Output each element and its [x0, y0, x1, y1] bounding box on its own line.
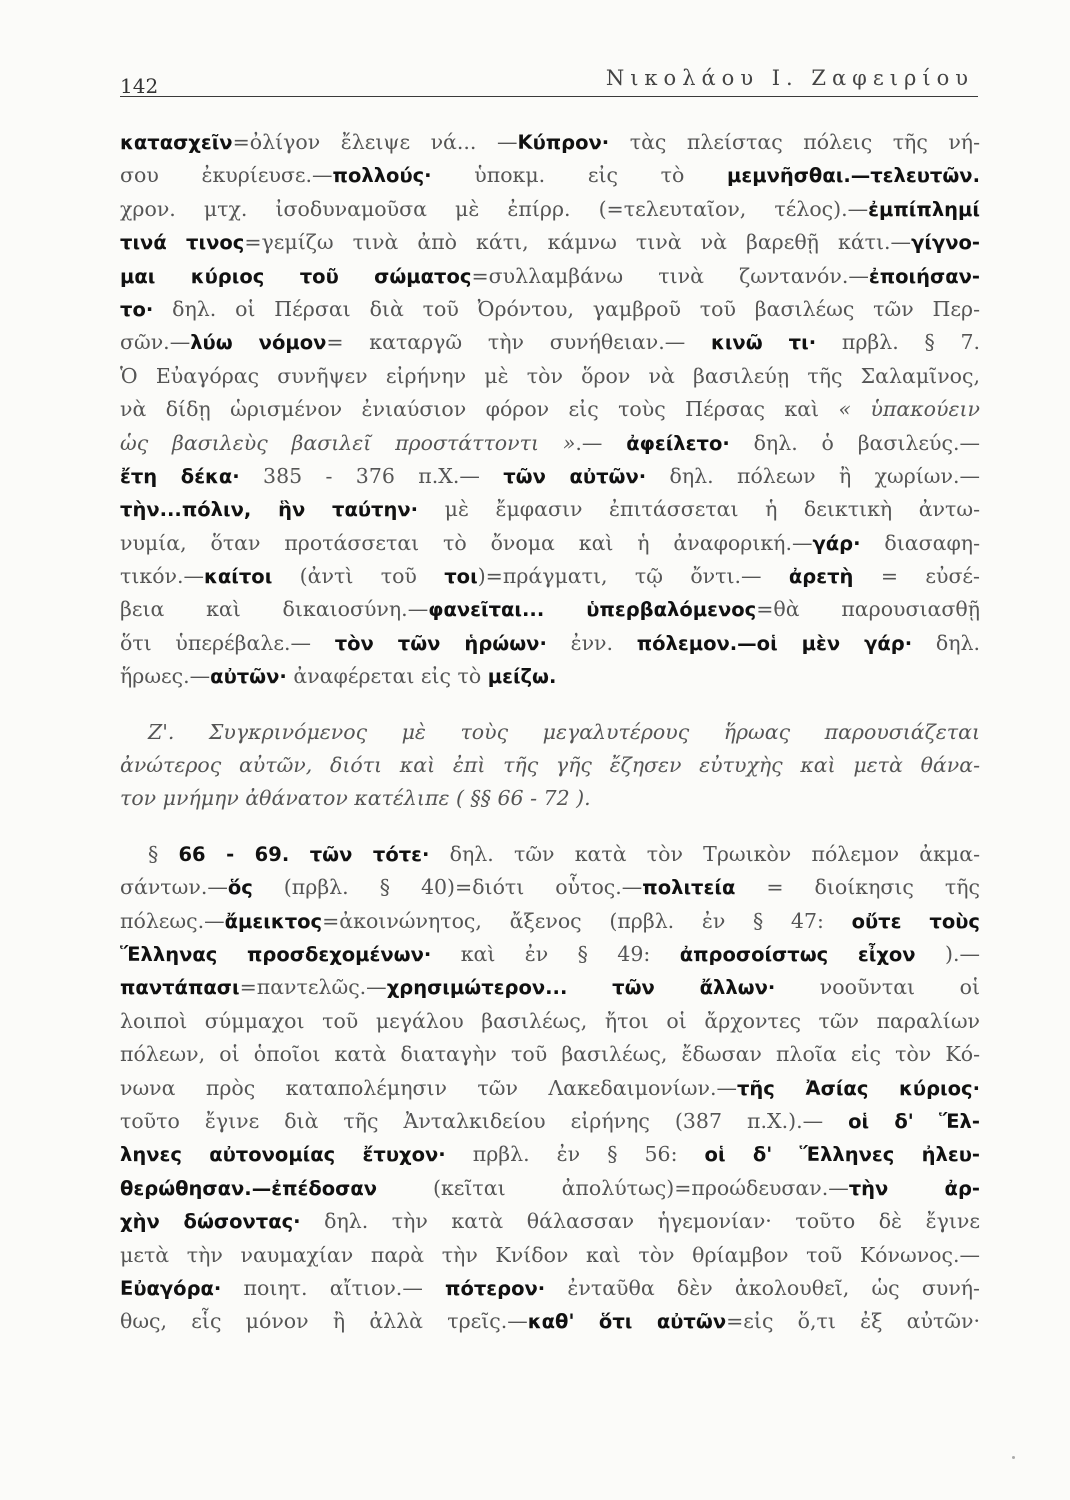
text-run: δηλ. οἱ Πέρσαι διὰ τοῦ Ὀρόντου, γαμβροῦ τοῦ βασιλέως τῶν Περ-: [153, 296, 980, 321]
text-run: )=πράγματι, τῷ ὄντι.—: [477, 564, 789, 589]
text-run: =ἀκοινώνητος, ἄξενος (πρβλ. ἐν § 47:: [322, 908, 852, 933]
text-run: νυμία, ὅταν προτάσσεται τὸ ὄνομα καὶ ἡ ἀναφορική.—: [120, 530, 813, 555]
bold-term: γίγνο-: [911, 231, 980, 255]
running-head: Νικολάου Ι. Ζαφειρίου: [605, 66, 974, 90]
text-line: [120, 393, 980, 426]
bold-term: θερώθησαν.—ἐπέδοσαν: [120, 1176, 378, 1200]
text-line: [120, 226, 980, 259]
bold-term: καίτοι: [204, 565, 273, 589]
text-line: [120, 126, 980, 159]
text-run: σου ἐκυρίευσε.—: [120, 163, 333, 188]
text-run: νωνα πρὸς καταπολέμησιν τῶν Λακεδαιμονίων.—: [120, 1075, 737, 1100]
bold-term: ἐποιήσαν-: [868, 264, 980, 288]
paper-speck: [1012, 1456, 1015, 1459]
text-line: [120, 1239, 980, 1272]
text-run: ὡς βασιλεὺς βασιλεῖ προστάττοντι »: [120, 430, 576, 455]
bold-term: χρησιμώτερον... τῶν ἄλλων·: [386, 976, 776, 1000]
text-line: [120, 427, 980, 460]
bold-term: Εὐαγόρα·: [120, 1276, 222, 1300]
text-run: = εὐσέ-: [853, 564, 980, 589]
text-line: [120, 493, 980, 526]
text-line: [120, 938, 980, 971]
text-run: δηλ.: [912, 630, 980, 655]
text-run: ὅτι ὑπερέβαλε.—: [120, 630, 335, 655]
body-text: [120, 126, 980, 1339]
text-line: [120, 460, 980, 493]
text-line: [120, 1172, 980, 1205]
text-line: [120, 627, 980, 660]
text-run: (ἀντὶ τοῦ: [272, 564, 445, 589]
text-line: [120, 159, 980, 192]
text-line: [120, 871, 980, 904]
text-run: λοιποὶ σύμμαχοι τοῦ μεγάλου βασιλέως, ἤτοι οἱ ἄρχοντες τῶν παραλίων: [120, 1008, 980, 1033]
bold-term: γάρ·: [812, 531, 861, 555]
text-line: [120, 1072, 980, 1105]
text-line: [120, 360, 980, 393]
bold-term: ἄμεικτος: [224, 909, 323, 933]
bold-term: ἐμπίπλημί: [868, 197, 980, 221]
text-run: =θὰ παρουσιασθῇ: [756, 597, 980, 622]
text-run: δηλ. τὴν κατὰ θάλασσαν ἡγεμονίαν· τοῦτο δὲ ἔγινε: [300, 1209, 980, 1234]
bold-term: 66 - 69. τῶν τότε·: [178, 842, 430, 866]
bold-term: πόλεμον.—οἱ μὲν γάρ·: [636, 631, 913, 655]
text-run: νὰ δίδῃ ὡρισμένον ἐνιαύσιον φόρον εἰς τοὺς Πέρσας καὶ: [120, 397, 839, 422]
text-line: [120, 1205, 980, 1238]
text-run: σάντων.—: [120, 875, 228, 900]
text-run: τοῦτο ἔγινε διὰ τῆς Ἀνταλκιδείου εἰρήνης (387 π.Χ.).—: [120, 1108, 849, 1133]
bold-term: τὴν ἀρ-: [848, 1176, 980, 1200]
paragraph-summary-z: [120, 716, 980, 816]
text-line: [120, 560, 980, 593]
text-run: ἐνν.: [546, 630, 637, 655]
text-run: ἀνώτερος αὐτῶν, διότι καὶ ἐπὶ τῆς γῆς ἔζησεν εὐτυχὴς καὶ μετὰ θάνα-: [120, 753, 980, 778]
text-line: [120, 782, 980, 815]
paragraph-notes-2: [120, 838, 980, 1339]
bold-term: φανεῖται... ὑπερβαλόμενος: [428, 598, 757, 622]
text-run: δηλ. πόλεων ἢ χωρίων.—: [646, 463, 980, 488]
text-run: πρβλ. ἐν § 56:: [445, 1142, 705, 1167]
bold-term: Κύπρον·: [517, 131, 610, 154]
bold-term: οἱ δ' Ἕλληνες ἠλευ-: [704, 1143, 980, 1167]
text-line: [120, 716, 980, 749]
text-run: δηλ. ὁ βασιλεύς.—: [729, 430, 980, 455]
text-run: ἀναφέρεται εἰς τὸ: [286, 664, 488, 689]
text-run: Ὁ Εὐαγόρας συνῆψεν εἰρήνην μὲ τὸν ὅρον νὰ βασιλεύῃ τῆς Σαλαμῖνος,: [120, 363, 980, 388]
text-line: [120, 326, 980, 359]
text-line: [120, 1138, 980, 1171]
text-run: ἥρωες.—: [120, 664, 211, 689]
text-line: [120, 1005, 980, 1038]
text-run: πόλεων, οἱ ὁποῖοι κατὰ διαταγὴν τοῦ βασιλέως, ἔδωσαν πλοῖα εἰς τὸν Κό-: [120, 1042, 980, 1067]
text-run: ἐνταῦθα δὲν ἀκολουθεῖ, ὡς συνή-: [545, 1275, 980, 1300]
text-run: .—: [575, 430, 627, 455]
page-header: [120, 62, 978, 97]
text-line: [120, 838, 980, 871]
bold-term: κινῶ τι·: [710, 331, 817, 355]
text-run: (πρβλ. § 40)=διότι οὗτος.—: [252, 875, 643, 900]
paragraph-notes-1: [120, 126, 980, 694]
text-line: [120, 660, 980, 693]
text-line: [120, 293, 980, 326]
bold-term: μεμνῆσθαι.—τελευτῶν.: [727, 164, 980, 188]
text-line: [120, 193, 980, 226]
text-run: = διοίκησις τῆς: [735, 875, 980, 900]
bold-term: οἱ δ' Ἕλ-: [848, 1109, 980, 1133]
text-run: =παντελῶς.—: [239, 975, 387, 1000]
bold-term: καθ' ὅτι αὐτῶν: [527, 1310, 727, 1334]
bold-term: τῆς Ἀσίας κύριος·: [736, 1076, 980, 1100]
text-run: « ὑπακούειν: [838, 397, 980, 422]
text-line: [120, 260, 980, 293]
text-run: =εἰς ὅ,τι ἐξ αὐτῶν·: [726, 1309, 980, 1334]
bold-term: τοι: [444, 565, 478, 589]
text-line: [120, 1105, 980, 1138]
bold-term: μείζω.: [487, 665, 557, 689]
text-run: τὰς πλείστας πόλεις τῆς νή-: [609, 130, 980, 154]
text-run: τον μνήμην ἀθάνατον κατέλιπε ( §§ 66 - 72 ).: [120, 786, 591, 811]
text-line: [120, 905, 980, 938]
text-run: =συλλαμβάνω τινὰ ζωντανόν.—: [471, 263, 869, 288]
text-run: Ζ'. Συγκρινόμενος μὲ τοὺς μεγαλυτέρους ἥρωας παρουσιάζεται: [148, 719, 980, 744]
page-number: 142: [120, 74, 159, 98]
bold-term: ἀπροσοίστως εἶχον: [679, 942, 916, 966]
bold-term: αὐτῶν·: [210, 665, 287, 689]
text-line: [120, 1305, 980, 1338]
text-run: §: [148, 841, 179, 866]
text-run: =ὀλίγον ἔλειψε νά... —: [232, 130, 518, 154]
text-line: [120, 1272, 980, 1305]
text-run: καὶ ἐν § 49:: [431, 941, 680, 966]
bold-term: κατασχεῖν: [120, 131, 233, 154]
bold-term: πολλούς·: [332, 164, 432, 188]
text-run: πρβλ. § 7.: [816, 330, 980, 355]
text-run: ποιητ. αἴτιον.—: [221, 1275, 446, 1300]
text-run: χρον. μτχ. ἰσοδυναμοῦσα μὲ ἐπίρρ. (=τελευταῖον, τέλος).—: [120, 196, 869, 221]
text-run: διασαφη-: [860, 530, 980, 555]
text-run: θως, εἷς μόνον ἢ ἀλλὰ τρεῖς.—: [120, 1309, 528, 1334]
bold-term: ὅς: [227, 876, 253, 900]
paragraph-gap: [120, 694, 980, 716]
bold-term: παντάπασι: [120, 976, 240, 1000]
text-run: μετὰ τὴν ναυμαχίαν παρὰ τὴν Κνίδον καὶ τὸν θρίαμβον τοῦ Κόνωνος.—: [120, 1242, 980, 1267]
text-run: πόλεως.—: [120, 908, 225, 933]
text-run: δηλ. τῶν κατὰ τὸν Τρωικὸν πόλεμον ἀκμα-: [429, 841, 980, 866]
bold-term: τῶν αὐτῶν·: [503, 464, 647, 488]
bold-term: χὴν δώσοντας·: [120, 1210, 301, 1234]
bold-term: τινά τινος: [120, 231, 245, 255]
text-run: βεια καὶ δικαιοσύνη.—: [120, 597, 429, 622]
text-run: ὑποκμ. εἰς τὸ: [431, 163, 728, 188]
text-run: = καταργῶ τὴν συνήθειαν.—: [326, 330, 711, 355]
text-run: ).—: [915, 941, 980, 966]
bold-term: Ἕλληνας προσδεχομένων·: [120, 942, 432, 966]
text-run: (κεῖται ἀπολύτως)=προώδευσαν.—: [377, 1175, 849, 1200]
bold-term: ληνες αὐτονομίας ἔτυχον·: [120, 1143, 446, 1167]
text-line: [120, 527, 980, 560]
paragraph-gap: [120, 816, 980, 838]
bold-term: λύω νόμον: [190, 331, 327, 355]
text-run: 385 - 376 π.Χ.—: [239, 463, 504, 488]
text-run: =γεμίζω τινὰ ἀπὸ κάτι, κάμνω τινὰ νὰ βαρεθῇ κάτι.—: [244, 230, 912, 255]
text-line: [120, 971, 980, 1004]
text-run: μὲ ἔμφασιν ἐπιτάσσεται ἡ δεικτικὴ ἀντω-: [418, 497, 980, 522]
bold-term: ἔτη δέκα·: [120, 464, 240, 488]
bold-term: πότερον·: [445, 1276, 546, 1300]
text-run: τικόν.—: [120, 564, 205, 589]
bold-term: τὸν τῶν ἡρώων·: [334, 631, 547, 655]
text-run: σῶν.—: [120, 330, 191, 355]
text-line: [120, 749, 980, 782]
bold-term: ἀφείλετο·: [626, 431, 730, 455]
bold-term: μαι κύριος τοῦ σώματος: [120, 264, 472, 288]
text-run: νοοῦνται οἱ: [775, 975, 980, 1000]
bold-term: ἀρετὴ: [788, 565, 854, 589]
bold-term: το·: [120, 297, 154, 321]
text-line: [120, 1038, 980, 1071]
bold-term: τὴν...πόλιν, ἣν ταύτην·: [120, 498, 419, 522]
bold-term: οὔτε τοὺς: [851, 909, 980, 933]
bold-term: πολιτεία: [642, 876, 736, 900]
text-line: [120, 593, 980, 626]
